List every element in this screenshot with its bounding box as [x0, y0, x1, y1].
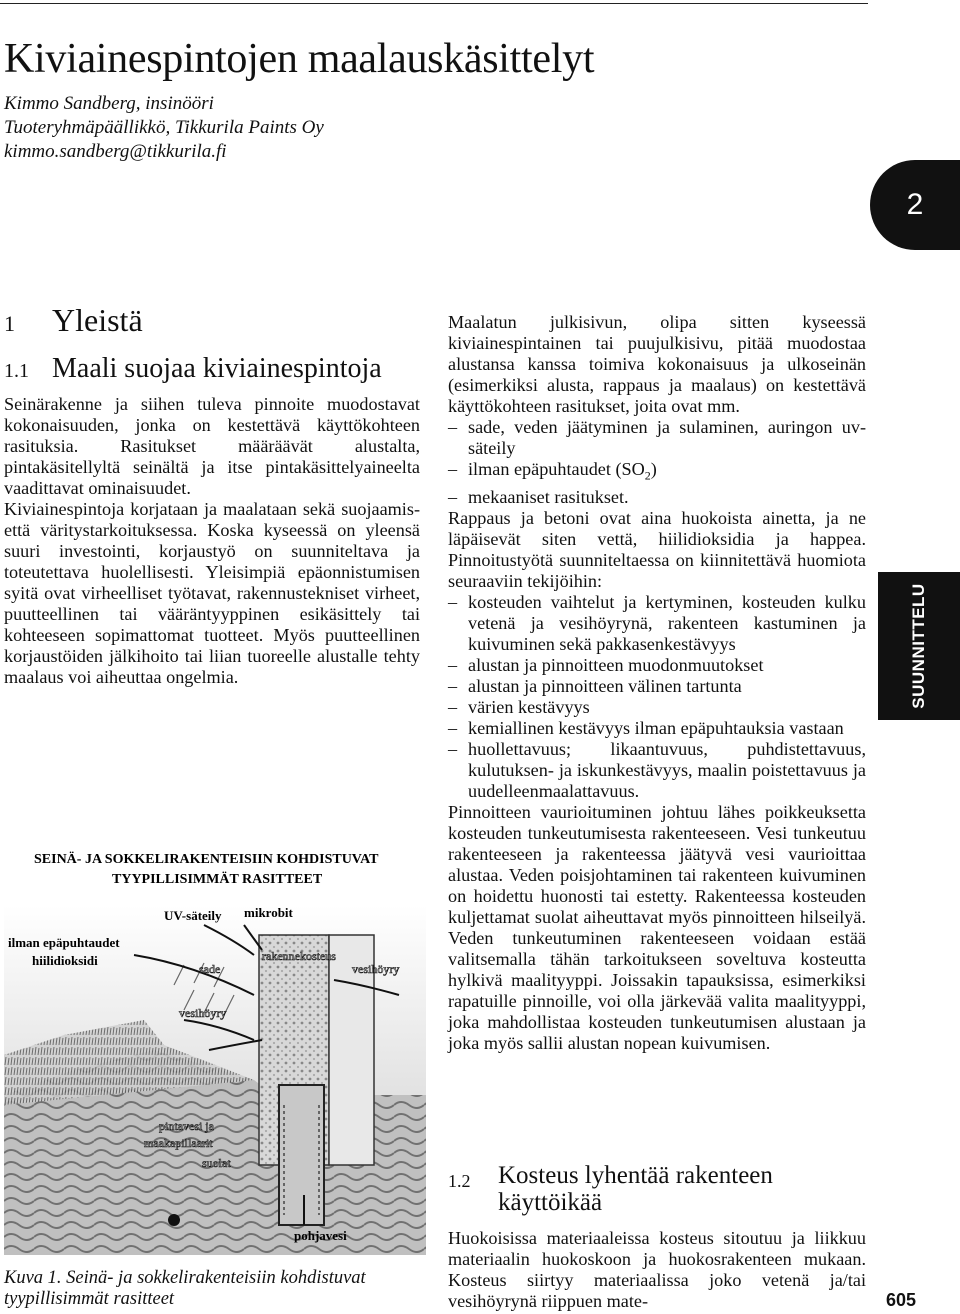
- stress-list: [448, 417, 866, 508]
- right-column-text-bottom: [448, 1228, 866, 1312]
- section-1-1-heading: [4, 353, 382, 387]
- list-item: – alustan ja pinnoitteen välinen tartunta: [448, 676, 866, 697]
- label-mikrobit: mikrobit: [244, 905, 293, 920]
- label-epapuhtaudet: ilman epäpuhtaudet: [8, 935, 120, 950]
- label-hiilidioksidi: hiilidioksidi: [32, 953, 98, 968]
- chapter-tab: 2: [870, 160, 960, 250]
- list-item: – värien kestävyys: [448, 697, 866, 718]
- author-role: Tuoteryhmäpäällikkö, Tikkurila Paints Oy: [4, 117, 324, 138]
- list-item: – kosteuden vaihtelut ja kertyminen, kosteuden kulku vetenä ja vesihöyrynä, rakenteen kastuminen ja kuivuminen sekä pakkasenkestävyys: [448, 592, 866, 655]
- factors-list: [448, 592, 866, 802]
- label-pintavesi: pintavesi ja: [159, 1119, 214, 1133]
- section-1-1-number: 1.1: [4, 360, 29, 382]
- section-1-number: 1: [4, 311, 15, 336]
- figure-title-line-2: TYYPILLISIMMÄT RASITTEET: [112, 872, 323, 887]
- top-rule: [0, 3, 868, 4]
- section-1-2-number: 1.2: [448, 1171, 471, 1191]
- label-sade: sade: [199, 962, 221, 976]
- figure-title-line-1: SEINÄ- JA SOKKELIRAKENTEISIIN KOHDISTUVAT: [34, 852, 379, 867]
- list-item: – mekaaniset rasitukset.: [448, 487, 866, 508]
- figure-caption: Kuva 1. Seinä- ja sokkelirakenteisiin kohdistuvat tyypillisimmät rasitteet: [4, 1268, 366, 1309]
- page-number: 605: [886, 1290, 917, 1310]
- section-tab: [878, 572, 960, 720]
- list-item: – sade, veden jäätyminen ja sulaminen, auringon uv-säteily: [448, 417, 866, 459]
- right-column-text: [448, 312, 866, 1054]
- section-1-2-title: Kosteus lyhentää rakenteen käyttöikää: [498, 1162, 773, 1216]
- section-tab-label: SUUNNITTELU: [909, 583, 928, 709]
- list-item: – alustan ja pinnoitteen muodonmuutokset: [448, 655, 866, 676]
- left-column-text: [4, 394, 420, 688]
- section-1-heading: [4, 302, 143, 342]
- author-block: [4, 92, 324, 164]
- paragraph: Seinärakenne ja siihen tuleva pinnoite muodostavat kokonaisuuden, jonka on kestettävä käyttökohteen rasituksia. Rasitukset määräävät alustalta, pintakäsitellyltä seinältä ja itse pintakäsittelyaineelta vaadittavat ominaisuudet.: [4, 394, 420, 498]
- article-title: Kiviainespintojen maalauskäsittelyt: [4, 36, 595, 82]
- section-1-1-title: Maali suojaa kiviainespintoja: [52, 353, 382, 384]
- section-1-title: Yleistä: [52, 302, 143, 338]
- figure-1: [4, 845, 426, 1255]
- label-rakennekosteus: rakennekosteus: [262, 949, 336, 963]
- paragraph: Pinnoitteen vaurioituminen johtuu lähes poikkeuksetta kosteuden tunkeutumisesta rakenteeseen. Vesi tunkeutuu rakenteeseen ja rakenteessa jäätyvä vesi vaurioittaa alustaa. Veden poisjohtaminen tai rakenteen kuivuminen on hoidettu huonosti tai estetty. Rakenteessa kosteuden kuljettamat suolat aiheuttavat myös pinnoitteen hilseilyä. Veden tunkeutuminen rakenteeseen voidaan estää valitsemalla tähän tarkoitukseen soveltuva kosteutta hylkivä maalityyppi. Joissakin tapauksissa, esimerkiksi rapatuille pinnoille, voi olla järkevää valita maalityyppi, joka mahdollistaa kosteuden tunkeutumisen alustaan ja joka myös sallii alustan nopean kuivumisen.: [448, 801, 866, 1053]
- author-name: Kimmo Sandberg, insinööri: [4, 93, 214, 114]
- paragraph: Huokoisissa materiaaleissa kosteus sitoutuu ja liikkuu materiaalin huokoskoon ja huokosrakenteen mukaan. Kosteus siirtyy materiaalissa joko vetenä ja/tai vesihöyrynä riippuen mate-: [448, 1228, 866, 1311]
- list-item: – huollettavuus; likaantuvuus, puhdistettavuus, kulutuksen- ja iskunkestävyys, maalin poistettavuus ja uudelleenmaalattavuus.: [448, 739, 866, 802]
- label-pohjavesi: pohjavesi: [294, 1228, 347, 1243]
- label-vesihoyry-left: vesihöyry: [179, 1006, 227, 1020]
- figure-illustration: [4, 845, 426, 1255]
- label-suolat: suolat: [202, 1156, 231, 1170]
- label-vesihoyry-right: vesihöyry: [352, 962, 400, 976]
- list-item: – kemiallinen kestävyys ilman epäpuhtauksia vastaan: [448, 718, 866, 739]
- paragraph: Kiviainespintoja korjataan ja maalataan sekä suojaamis- että väritystarkoituksessa. Koska kyseessä on yleensä suuri investointi, korjaustyö on suunniteltava ja toteutettava huolellisesti. Yleisimpiä epäonnistumisen syitä ovat virheelliset työtavat, rakennustekniset virheet, puutteellinen tai vääräntyyppinen esikäsittely tai kohteeseen sopimattomat tuotteet. Myös puutteellinen korjaustöiden jälkihoito tai liian tuoreelle alustalle tehty maalaus voi aiheuttaa ongelmia.: [4, 499, 420, 687]
- label-maakapillaarit: maakapillaarit: [144, 1136, 213, 1150]
- label-uv: UV-säteily: [164, 908, 222, 923]
- section-1-2-heading: [448, 1162, 868, 1216]
- list-item: – ilman epäpuhtaudet $(SO_2)$: [448, 459, 866, 487]
- paragraph: Rappaus ja betoni ovat aina huokoista ainetta, ja ne läpäisevät siten vettä, hiilidioksidia ja happea. Pinnoitustyötä suunniteltaessa on kiinnitettävä huomiota seuraaviin tekijöihin:: [448, 507, 866, 591]
- author-email: kimmo.sandberg@tikkurila.fi: [4, 141, 227, 162]
- paragraph: Maalatun julkisivun, olipa sitten kyseessä kiviainespintainen tai puujulkisivu, pitää muodostaa alustansa kanssa toimiva kokonaisuus ja ulkoseinän (esimerkiksi alusta, rappaus ja maalaus) on kestettävä käyttökohteen rasitukset, joita ovat mm.: [448, 312, 866, 416]
